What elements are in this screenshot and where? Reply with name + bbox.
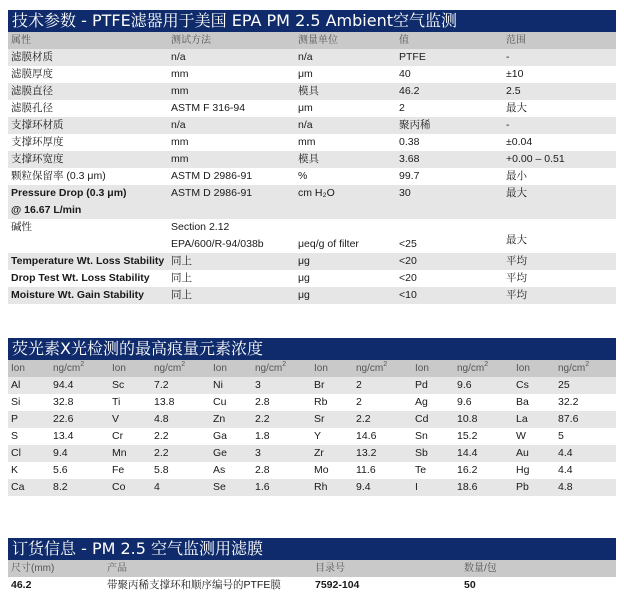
table-row [8, 66, 616, 83]
ion-symbol: Rb [314, 396, 328, 408]
table-cell: 99.7 [399, 170, 420, 182]
ion-concentration: 13.2 [356, 447, 377, 459]
table-row [8, 83, 616, 100]
ion-symbol: Zn [213, 413, 226, 425]
order-header-catalog: 目录号 [315, 563, 345, 574]
table-cell: <10 [399, 289, 417, 301]
fluor-title: 荧光素X光检测的最高痕量元素浓度 [8, 338, 616, 360]
table-cell: <20 [399, 272, 417, 284]
ion-symbol: S [11, 430, 19, 442]
table-cell: 最大 [506, 187, 527, 199]
ion-concentration: 5 [558, 430, 564, 442]
ion-symbol: Fe [112, 464, 125, 476]
spec-header-range: 范围 [506, 35, 526, 46]
pressure-note: @ 16.67 L/min [11, 204, 82, 216]
table-cell: μg [298, 272, 310, 284]
order-title: 订货信息 - PM 2.5 空气监测用滤膜 [8, 538, 616, 560]
ion-symbol: Cl [11, 447, 21, 459]
ion-concentration: 9.4 [53, 447, 68, 459]
table-cell: Section 2.12 EPA/600/R-94/038b [171, 221, 264, 250]
ion-concentration: 13.4 [53, 430, 74, 442]
table-cell: +0.00 – 0.51 [506, 153, 565, 165]
ion-concentration: 87.6 [558, 413, 579, 425]
ion-symbol: Pd [415, 379, 428, 391]
table-row [8, 394, 616, 411]
order-header-product: 产品 [107, 563, 127, 574]
ion-symbol: Ti [112, 396, 121, 408]
table-cell: 同上 [171, 255, 192, 267]
fluor-header-ion: Ion [213, 363, 227, 374]
ion-symbol: Te [415, 464, 427, 476]
table-row [8, 168, 616, 185]
table-cell: 2.5 [506, 85, 521, 97]
ion-symbol: Y [314, 430, 322, 442]
table-cell: 30 [399, 187, 411, 199]
table-cell: ASTM F 316-94 [171, 102, 246, 114]
fluor-header-ion: Ion [112, 363, 126, 374]
table-cell: 滤膜厚度 [11, 68, 53, 80]
ion-symbol: Pb [516, 481, 529, 493]
ion-concentration: 2.2 [356, 413, 371, 425]
table-cell: cm H₂O [298, 187, 335, 199]
ion-symbol: Sc [112, 379, 125, 391]
table-row-pressure-drop [8, 185, 616, 219]
ion-concentration: 25 [558, 379, 570, 391]
order-section [8, 538, 616, 594]
table-cell: μm [298, 68, 313, 80]
fluor-header-unit: $ng/cm^2$ [53, 361, 85, 374]
table-cell: PTFE [399, 51, 426, 63]
order-size: 46.2 [11, 579, 32, 591]
ion-symbol: W [516, 430, 526, 442]
table-cell: Moisture Wt. Gain Stability [11, 289, 145, 301]
ion-symbol: V [112, 413, 120, 425]
ion-symbol: Au [516, 447, 529, 459]
table-cell: 支撑环宽度 [11, 153, 64, 165]
ion-concentration: 3 [255, 447, 261, 459]
ion-symbol: Ge [213, 447, 228, 459]
table-cell: - [506, 51, 510, 63]
order-product: 带聚丙稀支撑环和顺序编号的PTFE膜 [107, 579, 281, 591]
ion-concentration: 2 [356, 379, 362, 391]
fluor-header-ion: Ion [516, 363, 530, 374]
table-cell: n/a [171, 119, 186, 131]
table-cell: Pressure Drop (0.3 μm) @ 16.67 L/min [8, 185, 168, 219]
table-row [8, 100, 616, 117]
spec-header-unit: 测量单位 [298, 35, 338, 46]
ion-concentration: 1.6 [255, 481, 270, 493]
table-cell: 颗粒保留率 (0.3 μm) [11, 170, 106, 182]
ion-symbol: Cd [415, 413, 429, 425]
table-row [8, 445, 616, 462]
ion-symbol: P [11, 413, 19, 425]
table-cell: μg [298, 289, 310, 301]
ion-concentration: 2.8 [255, 396, 270, 408]
ion-concentration: 4 [154, 481, 160, 493]
ion-concentration: 2.2 [154, 447, 169, 459]
table-row [8, 49, 616, 66]
ion-concentration: 11.6 [356, 464, 376, 476]
table-cell: ASTM D 2986-91 [171, 187, 253, 199]
ion-concentration: 4.4 [558, 447, 573, 459]
table-cell: 滤膜孔径 [11, 102, 53, 114]
ion-concentration: 8.2 [53, 481, 68, 493]
spec-title: 技术参数 - PTFE滤器用于美国 EPA PM 2.5 Ambient空气监测 [8, 10, 616, 32]
table-cell: 支撑环厚度 [11, 136, 64, 148]
ion-symbol: Ga [213, 430, 228, 442]
table-cell: n/a [171, 51, 186, 63]
table-cell: 模具 [298, 153, 319, 165]
order-quantity: 50 [464, 579, 476, 591]
ion-concentration: 5.8 [154, 464, 169, 476]
ion-concentration: 32.8 [53, 396, 74, 408]
table-cell: 最小 [506, 170, 527, 182]
ion-symbol: As [213, 464, 226, 476]
ion-symbol: K [11, 464, 19, 476]
fluor-header-ion: Ion [11, 363, 25, 374]
ion-concentration: 4.8 [558, 481, 573, 493]
table-cell: ±0.04 [506, 136, 533, 148]
table-cell: 滤膜材质 [11, 51, 53, 63]
table-cell: <20 [399, 255, 417, 267]
table-cell: μm [298, 102, 313, 114]
table-row [8, 577, 616, 594]
ion-symbol: Cs [516, 379, 529, 391]
ion-symbol: Ni [213, 379, 223, 391]
table-cell: 模具 [298, 85, 319, 97]
fluor-header-ion: Ion [314, 363, 328, 374]
fluor-header-unit: $ng/cm^2$ [356, 361, 388, 374]
table-cell: μeq/g of filter [298, 238, 359, 250]
ion-symbol: Zr [314, 447, 324, 459]
spec-header-method: 测试方法 [171, 35, 211, 46]
table-cell: mm [171, 153, 189, 165]
table-cell: mm [171, 85, 189, 97]
table-cell: % [298, 170, 308, 182]
table-row [8, 479, 616, 496]
table-cell: mm [171, 136, 189, 148]
ion-symbol: Al [11, 379, 21, 391]
ion-symbol: Cu [213, 396, 227, 408]
table-cell: 滤膜直径 [11, 85, 53, 97]
ion-symbol: Ag [415, 396, 428, 408]
table-cell: Drop Test Wt. Loss Stability [11, 272, 150, 284]
ion-concentration: 2.8 [255, 464, 270, 476]
ion-concentration: 22.6 [53, 413, 74, 425]
order-header-row [8, 560, 616, 577]
table-row [8, 117, 616, 134]
ion-concentration: 1.8 [255, 430, 270, 442]
spec-header-row [8, 32, 616, 49]
order-catalog-number: 7592-104 [315, 579, 360, 591]
ion-concentration: 4.4 [558, 464, 573, 476]
table-cell: μg [298, 255, 310, 267]
ion-concentration: 15.2 [457, 430, 478, 442]
ion-symbol: Hg [516, 464, 530, 476]
ion-symbol: Mo [314, 464, 329, 476]
table-cell: 40 [399, 68, 411, 80]
fluor-section [8, 338, 616, 496]
table-cell: <25 [399, 238, 417, 250]
ion-concentration: 7.2 [154, 379, 169, 391]
table-row [8, 151, 616, 168]
ion-concentration: 2.2 [255, 413, 270, 425]
fluor-header-unit: $ng/cm^2$ [255, 361, 287, 374]
ion-symbol: I [415, 481, 418, 493]
order-header-quantity: 数量/包 [464, 563, 497, 574]
ion-concentration: 5.6 [53, 464, 68, 476]
table-cell: n/a [298, 119, 313, 131]
ion-symbol: Sb [415, 447, 428, 459]
table-cell: 3.68 [399, 153, 420, 165]
ion-concentration: 2.2 [154, 430, 169, 442]
fluor-header-unit: $ng/cm^2$ [154, 361, 186, 374]
ion-concentration: 9.4 [356, 481, 371, 493]
order-header-size: 尺寸(mm) [11, 563, 55, 574]
fluor-header-unit: $ng/cm^2$ [558, 361, 590, 374]
ion-symbol: Mn [112, 447, 127, 459]
ion-symbol: Si [11, 396, 21, 408]
ion-symbol: Sn [415, 430, 428, 442]
table-cell: 2 [399, 102, 405, 114]
table-cell: 支撑环材质 [11, 119, 64, 131]
table-cell: - [506, 119, 510, 131]
spec-section [8, 10, 616, 304]
table-cell: 最大 [506, 234, 527, 246]
ion-symbol: Ca [11, 481, 25, 493]
spec-header-property: 属性 [11, 35, 31, 46]
table-cell: ASTM D 2986-91 [171, 170, 253, 182]
ion-concentration: 16.2 [457, 464, 478, 476]
ion-symbol: Ba [516, 396, 529, 408]
table-cell: n/a [298, 51, 313, 63]
table-cell: 最大 [506, 102, 527, 114]
ion-concentration: 10.8 [457, 413, 478, 425]
ion-symbol: La [516, 413, 528, 425]
table-cell: 平均 [506, 289, 527, 301]
table-row [8, 462, 616, 479]
table-row [8, 287, 616, 304]
table-cell: 平均 [506, 255, 527, 267]
table-cell: 同上 [171, 289, 192, 301]
table-row [8, 270, 616, 287]
ion-symbol: Rh [314, 481, 328, 493]
table-cell: 0.38 [399, 136, 420, 148]
fluor-header-unit: $ng/cm^2$ [457, 361, 489, 374]
spec-header-value: 值 [399, 35, 409, 46]
table-row [8, 253, 616, 270]
fluor-header-ion: Ion [415, 363, 429, 374]
table-row [8, 134, 616, 151]
ion-concentration: 18.6 [457, 481, 478, 493]
ion-concentration: 9.6 [457, 396, 472, 408]
table-row [8, 377, 616, 394]
ion-concentration: 4.8 [154, 413, 169, 425]
table-cell: mm [298, 136, 316, 148]
ion-concentration: 14.4 [457, 447, 478, 459]
table-cell: mm [171, 68, 189, 80]
ion-concentration: 13.8 [154, 396, 175, 408]
table-cell: 平均 [506, 272, 527, 284]
ion-concentration: 2 [356, 396, 362, 408]
table-cell: Temperature Wt. Loss Stability [11, 255, 165, 267]
table-row [8, 428, 616, 445]
table-cell: 同上 [171, 272, 192, 284]
ion-concentration: 9.6 [457, 379, 472, 391]
ion-symbol: Cr [112, 430, 124, 442]
ion-concentration: 3 [255, 379, 261, 391]
ion-concentration: 32.2 [558, 396, 579, 408]
ion-concentration: 14.6 [356, 430, 377, 442]
fluor-header-row [8, 360, 616, 377]
table-cell: ±10 [506, 68, 524, 80]
table-cell: 46.2 [399, 85, 420, 97]
ion-concentration: 94.4 [53, 379, 74, 391]
table-row [8, 411, 616, 428]
table-cell: 碱性 [11, 221, 32, 233]
table-cell: 聚丙稀 [399, 119, 431, 131]
table-row-alkalinity [8, 219, 616, 253]
ion-symbol: Br [314, 379, 325, 391]
ion-symbol: Sr [314, 413, 325, 425]
ion-symbol: Se [213, 481, 226, 493]
ion-symbol: Co [112, 481, 126, 493]
